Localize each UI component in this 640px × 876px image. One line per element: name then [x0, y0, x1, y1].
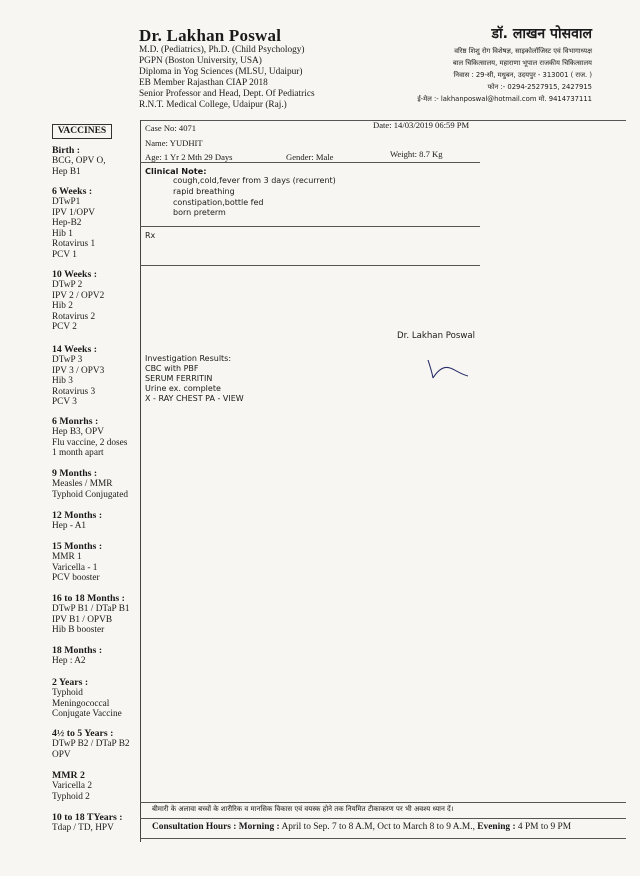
vaccine-section: [52, 344, 144, 408]
vaccine-section: [52, 468, 144, 500]
vaccine-section-heading: 9 Months :: [52, 468, 98, 479]
vaccine-section: [52, 728, 144, 760]
vaccine-section: [52, 645, 144, 667]
vaccine-section: [52, 186, 144, 260]
vaccine-item: OPV: [52, 749, 71, 760]
vaccine-item: PCV 3: [52, 397, 77, 407]
vaccine-section-heading: MMR 2: [52, 770, 85, 781]
vaccine-item: Hep B3, OPV: [52, 427, 104, 437]
patient-weight: Weight: 8.7 Kg: [390, 149, 443, 159]
clinical-note-line: cough,cold,fever from 3 days (recurrent): [173, 176, 336, 185]
rx-divider: [140, 265, 480, 266]
morning-label: Morning :: [238, 822, 280, 832]
doctor-name: Dr. Lakhan Poswal: [139, 26, 282, 45]
vaccine-item: IPV 2 / OPV2: [52, 290, 105, 301]
vaccine-item: Hep - A1: [52, 521, 87, 531]
vaccine-item: Typhoid Conjugated: [52, 489, 129, 500]
credential-line: Senior Professor and Head, Dept. Of Pediatrics: [139, 89, 315, 99]
vaccine-item: Varicella 2: [52, 781, 93, 791]
case-number: Case No: 4071: [145, 123, 197, 133]
vaccine-item: DTwP 3: [52, 355, 83, 365]
investigation-heading: Investigation Results:: [145, 354, 232, 363]
vaccine-item: Typhoid 2: [52, 791, 90, 802]
footer-divider: [140, 802, 626, 803]
vaccine-item: Hib 1: [52, 228, 73, 239]
vaccine-section: [52, 770, 144, 802]
hindi-line: फोन :- 0294-2527915, 2427915: [487, 83, 592, 91]
vaccine-item: Flu vaccine, 2 doses: [52, 437, 128, 448]
signature-name: Dr. Lakhan Poswal: [397, 331, 476, 341]
consult-label: Consultation Hours :: [152, 822, 237, 832]
vaccine-section-heading: 6 Weeks :: [52, 186, 93, 197]
hindi-line: बाल चिकित्सालय, महाराणा भूपाल राजकीय चिकित्सालय: [452, 59, 592, 67]
clinical-note-heading: Clinical Note:: [145, 166, 207, 176]
credential-line: R.N.T. Medical College, Udaipur (Raj.): [139, 100, 287, 110]
vaccine-section: [52, 541, 144, 584]
credential-line: PGPN (Boston University, USA): [139, 56, 262, 66]
vaccine-section: [52, 416, 144, 459]
vaccine-section-heading: 14 Weeks :: [52, 344, 97, 355]
footer-divider: [140, 818, 626, 819]
vaccine-item: PCV 2: [52, 322, 77, 332]
vaccine-section-heading: 2 Years :: [52, 677, 89, 688]
vaccine-section: [52, 269, 144, 333]
patient-gender: Gender: Male: [286, 152, 334, 162]
vaccine-section: [52, 145, 144, 177]
vaccine-section-heading: 10 to 18 TYears :: [52, 812, 123, 823]
vaccine-section-heading: 16 to 18 Months :: [52, 593, 125, 604]
vaccine-item: Typhoid: [52, 688, 83, 698]
clinical-note-line: rapid breathing: [173, 187, 235, 196]
vaccine-item: DTwP B1 / DTaP B1: [52, 604, 130, 614]
vaccine-item: Measles / MMR: [52, 479, 113, 489]
vaccine-item: Conjugate Vaccine: [52, 709, 122, 719]
vaccine-item: PCV booster: [52, 573, 100, 583]
credential-line: Diploma in Yog Sciences (MLSU, Udaipur): [139, 67, 303, 77]
vaccine-item: 1 month apart: [52, 448, 104, 458]
hindi-line: निवास : 29-सी, मधुबन, उदयपुर - 313001 ( राज. ): [453, 71, 592, 79]
vaccine-item: Rotavirus 2: [52, 311, 96, 322]
info-divider: [140, 162, 480, 163]
hindi-line: वरिष्ठ शिशु रोग विशेषज्ञ, साइकोलॉजिस्ट एवं विभागाध्यक्ष: [454, 47, 592, 55]
patient-age: Age: 1 Yr 2 Mth 29 Days: [145, 152, 233, 162]
hindi-doctor-name: डॉ. लाखन पोसवाल: [491, 26, 592, 42]
vaccine-item: Hib 2: [52, 301, 73, 311]
vaccine-item: IPV 3 / OPV3: [52, 365, 105, 376]
signature-scribble-icon: [424, 358, 470, 382]
consultation-hours: [152, 822, 571, 832]
vaccine-section: [52, 677, 144, 720]
clinical-note-line: born preterm: [173, 208, 226, 217]
hindi-line: ई-मेल :- lakhanposwal@hotmail.com मो. 9414737111: [417, 95, 592, 103]
evening-label: Evening :: [477, 822, 516, 832]
vaccine-item: Rotavirus 1: [52, 239, 96, 249]
vaccine-section-heading: 6 Monrhs :: [52, 416, 99, 427]
vaccine-section-heading: 4½ to 5 Years :: [52, 728, 114, 739]
vaccine-item: Hep B1: [52, 166, 81, 177]
credential-line: EB Member Rajasthan CIAP 2018: [139, 78, 268, 88]
vaccine-item: Meningococcal: [52, 698, 110, 709]
vaccine-section: [52, 510, 144, 532]
clinical-divider: [140, 226, 480, 227]
patient-name: Name: YUDHIT: [145, 138, 203, 148]
vaccine-item: Hib B booster: [52, 625, 105, 635]
vaccine-section-heading: 18 Months :: [52, 645, 103, 656]
vaccine-item: Varicella - 1: [52, 562, 98, 573]
evening-hours: 4 PM to 9 PM: [517, 822, 572, 832]
vaccine-item: Hib 3: [52, 376, 73, 386]
vaccine-section: [52, 812, 144, 834]
vaccine-item: Hep-B2: [52, 218, 82, 228]
vaccines-title: VACCINES: [52, 124, 112, 139]
rx-label: Rx: [145, 231, 156, 240]
vaccine-section-heading: 15 Months :: [52, 541, 103, 552]
vaccine-item: DTwP1: [52, 197, 81, 207]
morning-hours: April to Sep. 7 to 8 A.M, Oct to March 8 to 9 A.M.,: [281, 822, 475, 832]
footer-note: बीमारी के अलावा बच्चों के शारीरिक व मानसिक विकास एवं वयस्क होने तक नियमित टीकाकरण पर भी अवश्य ध्यान दें।: [152, 805, 454, 813]
investigation-item: X - RAY CHEST PA - VIEW: [145, 394, 244, 403]
vaccine-section-heading: 10 Weeks :: [52, 269, 97, 280]
vaccine-section: [52, 593, 144, 636]
vaccine-item: PCV 1: [52, 249, 77, 260]
vaccine-item: Hep : A2: [52, 656, 86, 666]
vaccine-item: Tdap / TD, HPV: [52, 823, 114, 833]
credential-line: M.D. (Pediatrics), Ph.D. (Child Psychology): [139, 45, 305, 55]
clinical-note-line: constipation,bottle fed: [173, 198, 264, 207]
investigation-item: CBC with PBF: [145, 364, 199, 373]
vaccine-section-heading: 12 Months :: [52, 510, 103, 521]
vaccine-item: IPV B1 / OPVB: [52, 614, 113, 625]
vaccine-item: MMR 1: [52, 552, 82, 562]
visit-date: Date: 14/03/2019 06:59 PM: [373, 120, 470, 130]
investigation-item: Urine ex. complete: [145, 384, 221, 393]
footer-divider: [140, 838, 626, 839]
vaccine-section-heading: Birth :: [52, 145, 81, 156]
vaccine-item: BCG, OPV O,: [52, 156, 106, 166]
investigation-item: SERUM FERRITIN: [145, 374, 213, 383]
vaccine-item: DTwP 2: [52, 280, 83, 290]
vaccine-item: DTwP B2 / DTaP B2: [52, 739, 130, 749]
vaccine-item: Rotavirus 3: [52, 386, 96, 397]
vaccine-item: IPV 1/OPV: [52, 207, 95, 218]
